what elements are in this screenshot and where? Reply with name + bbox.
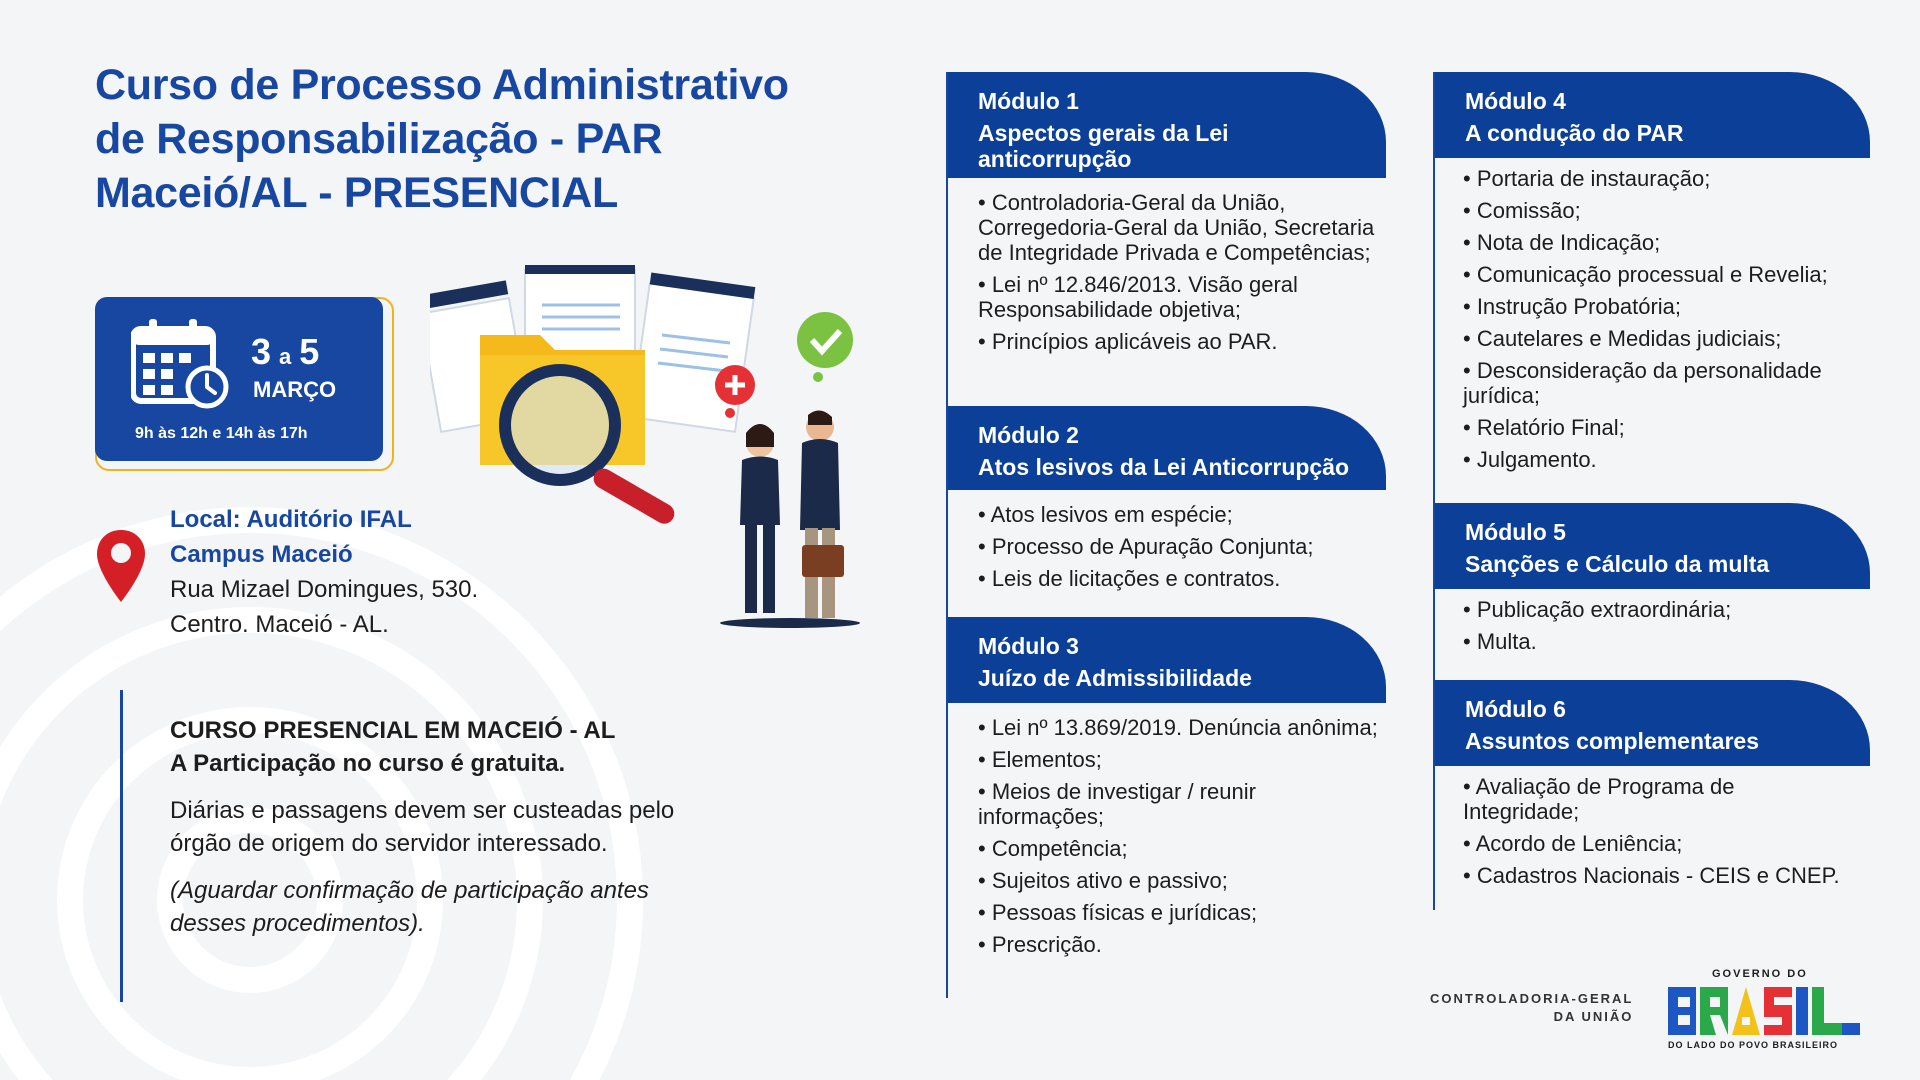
module-header [948,72,1386,178]
module-item: • Controladoria-Geral da União, Corregedoria-Geral da União, Secretaria de Integridade Privada e Competências; [978,190,1375,265]
module-number: Módulo 1 [978,88,1079,114]
module-header [1435,503,1870,589]
module-item: • Lei nº 12.846/2013. Visão geral Responsabilidade objetiva; [978,272,1298,322]
info-block [170,714,690,940]
date-connector: a [279,344,292,369]
location-street: Rua Mizael Domingues, 530. [170,576,479,603]
module-number: Módulo 5 [1465,519,1566,545]
title-line-2: de Responsabilização - PAR [95,115,663,163]
module-title: Atos lesivos da Lei Anticorrupção [978,454,1350,480]
module-item: • Cadastros Nacionais - CEIS e CNEP. [1463,863,1840,888]
location-venue: Local: Auditório IFAL [170,506,412,533]
date-box [95,297,383,461]
module-item: • Prescrição. [978,932,1102,957]
module-header [948,617,1386,703]
date-hours: 9h às 12h e 14h às 17h [135,425,308,442]
module-header [1435,680,1870,766]
date-month: MARÇO [253,377,337,402]
module-item: • Comunicação processual e Revelia; [1463,262,1828,287]
module-item: • Comissão; [1463,198,1581,223]
page-title [95,58,855,220]
module-item: • Competência; [978,836,1128,861]
module-item: • Desconsideração da personalidade jurídica; [1463,358,1822,408]
gov-logo-tagline: DO LADO DO POVO BRASILEIRO [1668,1040,1839,1050]
module-item: • Nota de Indicação; [1463,230,1661,255]
module-card [1435,503,1870,661]
module-item: • Meios de investigar / reunir informações; [978,779,1256,829]
module-header [948,406,1386,490]
module-item: • Avaliação de Programa de Integridade; [1463,774,1735,824]
module-item: • Princípios aplicáveis ao PAR. [978,329,1278,354]
module-item: • Processo de Apuração Conjunta; [978,534,1314,559]
module-title: Aspectos gerais da Lei [978,120,1229,146]
title-line-3: Maceió/AL - PRESENCIAL [95,169,619,217]
module-title: Assuntos complementares [1465,728,1759,754]
module-item: • Leis de licitações e contratos. [978,566,1281,591]
brasil-logo [1668,983,1868,1039]
info-divider [120,690,123,1002]
module-items [1435,597,1855,654]
info-heading: CURSO PRESENCIAL EM MACEIÓ - AL [170,717,616,744]
module-item: • Relatório Final; [1463,415,1625,440]
module-item: • Lei nº 13.869/2019. Denúncia anônima; [978,715,1378,740]
location-pin-icon [95,528,147,604]
info-italic-note: (Aguardar confirmação de participação antes desses procedimentos). [170,877,649,937]
woman-figure [740,424,780,613]
module-title: A condução do PAR [1465,120,1684,146]
man-figure [800,410,844,618]
cgu-logo-line-1: CONTROLADORIA-GERAL [1430,991,1634,1006]
module-item: • Multa. [1463,629,1537,654]
module-item: • Sujeitos ativo e passivo; [978,868,1228,893]
module-card [948,406,1386,598]
module-number: Módulo 3 [978,633,1079,659]
module-number: Módulo 6 [1465,696,1566,722]
module-item: • Elementos; [978,747,1102,772]
module-items [1435,774,1855,888]
info-free-notice: A Participação no curso é gratuita. [170,750,566,777]
gov-logo-top: GOVERNO DO [1712,968,1808,980]
module-card [1435,72,1870,479]
date-end: 5 [299,331,320,372]
investigation-illustration [430,265,890,635]
module-items [1435,166,1855,472]
title-line-1: Curso de Processo Administrativo [95,61,789,109]
module-item: • Acordo de Leniência; [1463,831,1683,856]
module-items [948,715,1383,957]
module-title: Juízo de Admissibilidade [978,665,1252,691]
info-paragraph: Diárias e passagens devem ser custeadas pelo órgão de origem do servidor interessado. [170,797,675,857]
date-range [251,331,319,373]
module-card [948,72,1386,361]
module-title: anticorrupção [978,146,1132,172]
module-item: • Instrução Probatória; [1463,294,1682,319]
module-item: • Portaria de instauração; [1463,166,1711,191]
module-title: Sanções e Cálculo da multa [1465,551,1770,577]
location-city: Centro. Maceió - AL. [170,611,389,638]
module-item: • Atos lesivos em espécie; [978,502,1233,527]
date-start: 3 [251,331,272,372]
cgu-logo [1430,990,1633,1026]
location-campus: Campus Maceió [170,541,353,568]
module-header [1435,72,1870,158]
cgu-logo-line-2: DA UNIÃO [1553,1009,1634,1024]
module-item: • Cautelares e Medidas judiciais; [1463,326,1782,351]
module-card [948,617,1386,964]
module-item: • Pessoas físicas e jurídicas; [978,900,1258,925]
module-number: Módulo 4 [1465,88,1566,114]
calendar-clock-icon [131,319,231,411]
check-badge-icon [797,312,853,368]
module-items [948,502,1383,591]
module-items [948,190,1383,354]
module-item: • Publicação extraordinária; [1463,597,1732,622]
module-card [1435,680,1870,895]
module-item: • Julgamento. [1463,447,1597,472]
module-number: Módulo 2 [978,422,1079,448]
